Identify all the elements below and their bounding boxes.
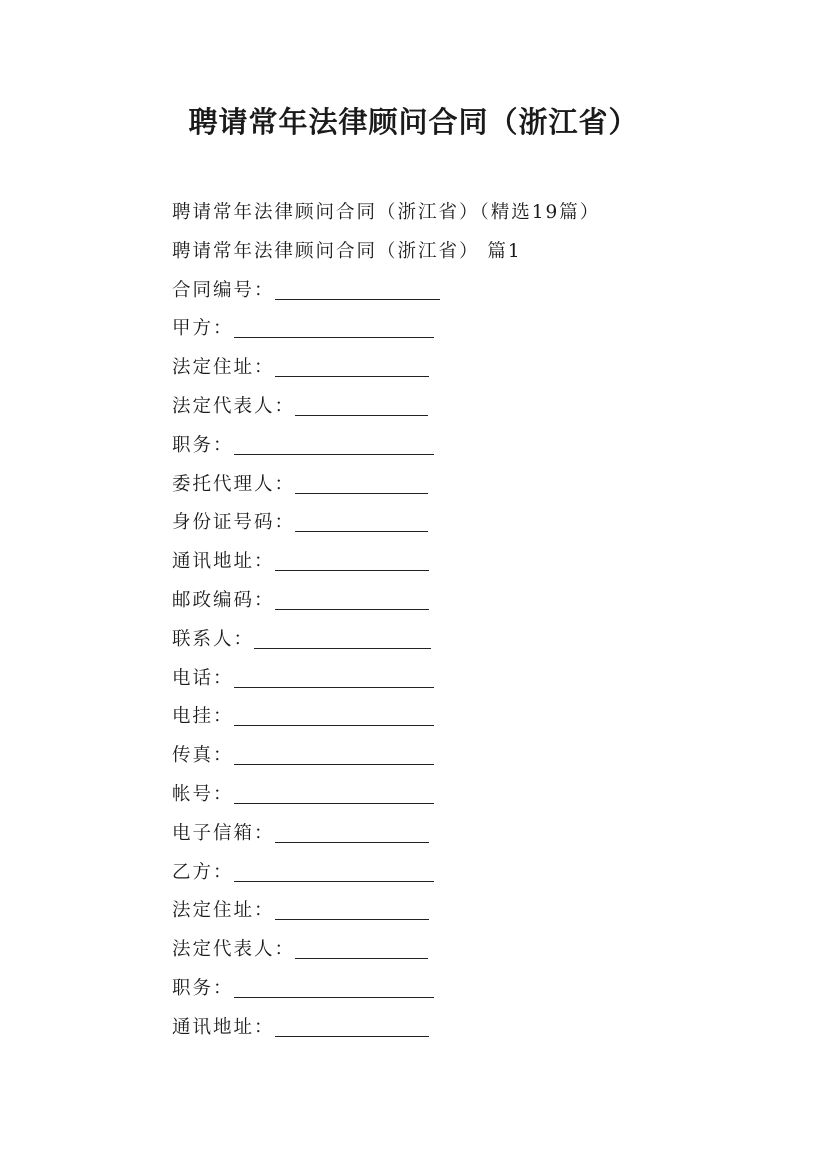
field-blank[interactable] (295, 957, 428, 959)
field-label: 电话： (172, 667, 234, 689)
form-fields (172, 272, 692, 1048)
field-account (172, 776, 692, 815)
field-position-b (172, 970, 692, 1009)
field-label: 联系人： (172, 628, 255, 650)
field-party-b (172, 854, 692, 893)
field-contact (172, 621, 692, 660)
field-mailing-address-b (172, 1009, 692, 1048)
field-position-a (172, 427, 692, 466)
field-blank[interactable] (275, 298, 440, 300)
field-blank[interactable] (295, 530, 428, 532)
field-blank[interactable] (275, 569, 429, 571)
field-blank[interactable] (234, 686, 434, 688)
field-blank[interactable] (295, 414, 428, 416)
field-blank[interactable] (275, 608, 429, 610)
field-cable (172, 698, 692, 737)
field-label: 传真： (172, 745, 234, 767)
field-label: 电挂： (172, 706, 234, 728)
field-label: 邮政编码： (172, 589, 275, 611)
field-label: 身份证号码： (172, 512, 296, 534)
field-label: 帐号： (172, 783, 234, 805)
field-id-number (172, 504, 692, 543)
field-label: 委托代理人： (172, 473, 296, 495)
field-phone (172, 660, 692, 699)
intro-line: 聘请常年法律顾问合同（浙江省）（精选19篇） (172, 202, 601, 223)
field-label: 职务： (172, 434, 234, 456)
field-email (172, 815, 692, 854)
field-label: 法定住址： (172, 900, 275, 922)
field-label: 乙方： (172, 861, 234, 883)
field-blank[interactable] (234, 763, 434, 765)
field-blank[interactable] (234, 453, 434, 455)
field-blank[interactable] (275, 1035, 429, 1037)
field-label: 法定代表人： (172, 395, 296, 417)
field-blank[interactable] (234, 336, 434, 338)
field-legal-address-b (172, 892, 692, 931)
field-blank[interactable] (275, 841, 429, 843)
field-party-a (172, 310, 692, 349)
field-label: 通讯地址： (172, 551, 275, 573)
field-blank[interactable] (234, 802, 434, 804)
field-mailing-address-a (172, 543, 692, 582)
field-postcode (172, 582, 692, 621)
field-fax (172, 737, 692, 776)
field-blank[interactable] (295, 492, 428, 494)
field-legal-rep-b (172, 931, 692, 970)
field-blank[interactable] (234, 724, 434, 726)
field-label: 甲方： (172, 318, 234, 340)
field-blank[interactable] (275, 375, 429, 377)
field-legal-rep-a (172, 388, 692, 427)
field-label: 电子信箱： (172, 822, 275, 844)
field-legal-address-a (172, 349, 692, 388)
field-label: 法定住址： (172, 357, 275, 379)
section-heading: 聘请常年法律顾问合同（浙江省） 篇1 (172, 240, 522, 262)
field-contract-number (172, 272, 692, 311)
field-blank[interactable] (234, 880, 434, 882)
document-title: 聘请常年法律顾问合同（浙江省） (188, 105, 639, 139)
document-body (172, 194, 692, 1048)
field-label: 法定代表人： (172, 939, 296, 961)
field-blank[interactable] (234, 996, 434, 998)
field-label: 通讯地址： (172, 1016, 275, 1038)
field-agent (172, 466, 692, 505)
field-label: 合同编号： (172, 279, 275, 301)
field-blank[interactable] (275, 918, 429, 920)
field-label: 职务： (172, 977, 234, 999)
field-blank[interactable] (254, 647, 431, 649)
